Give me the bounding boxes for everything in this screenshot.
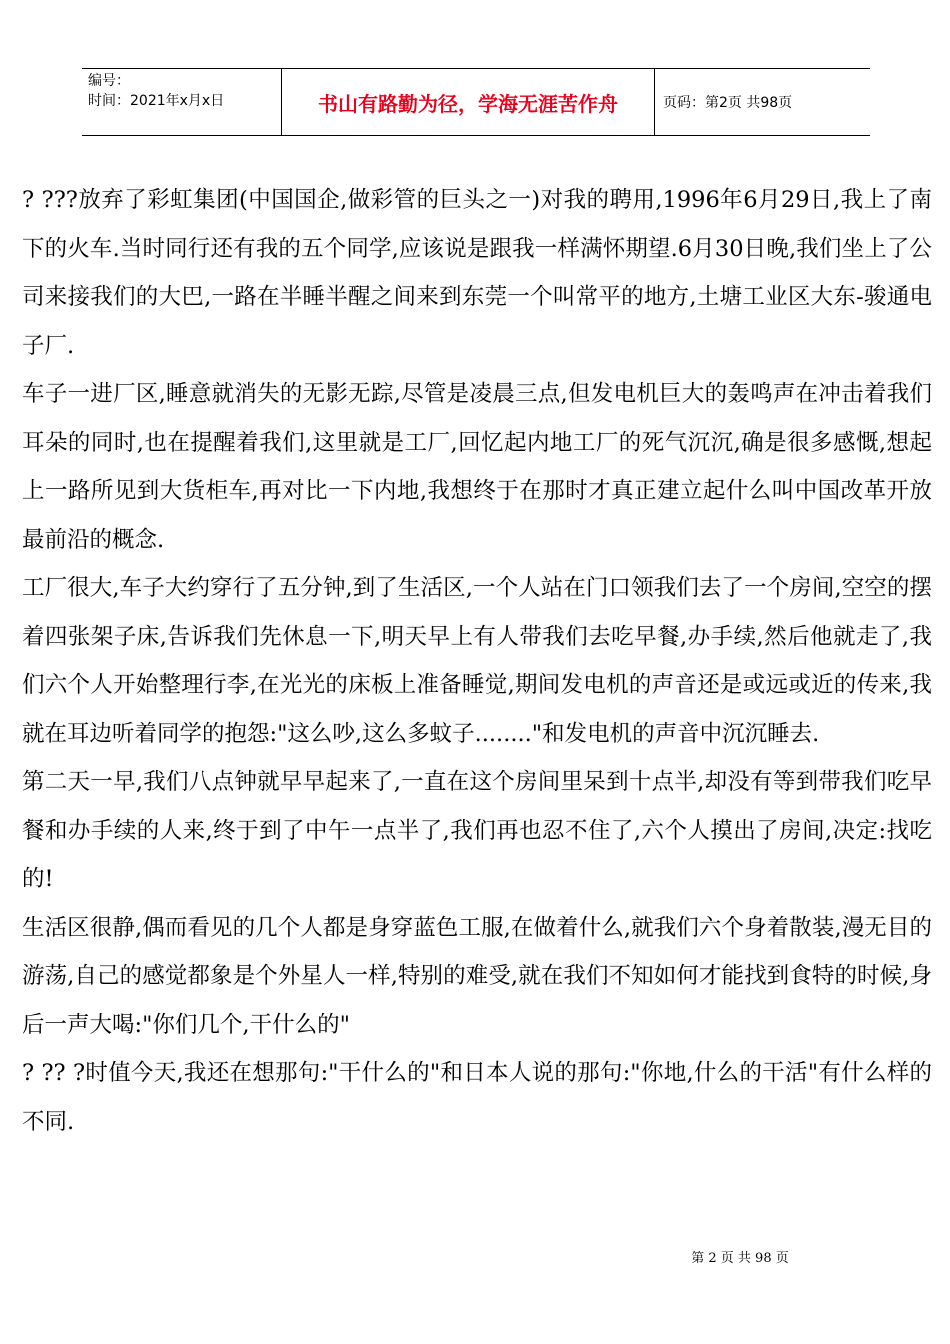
header-page-cell <box>655 69 870 135</box>
page-footer <box>0 1247 950 1266</box>
body-paragraph: ? ???放弃了彩虹集团(中国国企,做彩管的巨头之一)对我的聘用,1996年6月29日,我上了南下的火车.当时同行还有我的五个同学,应该说是跟我一样满怀期望.6月30日晚,我们坐上了公司来接我们的大巴,一路在半睡半醒之间来到东莞一个叫常平的地方,土塘工业区大东-骏通电子厂. <box>22 187 932 359</box>
body-paragraph: ? ?? ?时值今天,我还在想那句:"干什么的"和日本人说的那句:"你地,什么的干活"有什么样的不同. <box>22 1060 932 1135</box>
page-footer-text: 第 2 页 共 98 页 <box>691 1251 789 1266</box>
body-paragraph: 生活区很静,偶而看见的几个人都是身穿蓝色工服,在做着什么,就我们六个身着散装,漫无目的游荡,自己的感觉都象是个外星人一样,特别的难受,就在我们不知如何才能找到食特的时候,身后一声大喝:"你们几个,干什么的" <box>22 914 932 1038</box>
header-motto-cell <box>282 69 655 135</box>
body-paragraph: 工厂很大,车子大约穿行了五分钟,到了生活区,一个人站在门口领我们去了一个房间,空空的摆着四张架子床,告诉我们先休息一下,明天早上有人带我们去吃早餐,办手续,然后他就走了,我们六个人开始整理行李,在光光的床板上准备睡觉,期间发电机的声音还是或远或近的传来,我就在耳边听着同学的抱怨:"这么吵,这么多蚊子........"和发电机的声音中沉沉睡去. <box>22 575 932 747</box>
document-number-label: 编号： <box>88 73 130 89</box>
document-date-label: 时间：2021年x月x日 <box>88 93 225 109</box>
header-left-cell <box>82 69 282 135</box>
header-motto: 书山有路勤为径，学海无涯苦作舟 <box>318 91 618 116</box>
header-page-info: 页码：第2页 共98页 <box>663 95 793 111</box>
body-paragraph: 车子一进厂区,睡意就消失的无影无踪,尽管是凌晨三点,但发电机巨大的轰鸣声在冲击着我们耳朵的同时,也在提醒着我们,这里就是工厂,回忆起内地工厂的死气沉沉,确是很多感慨,想起上一路所见到大货柜车,再对比一下内地,我想终于在那时才真正建立起什么叫中国改革开放最前沿的概念. <box>22 381 932 553</box>
header-table <box>82 68 870 136</box>
body-paragraph: 第二天一早,我们八点钟就早早起来了,一直在这个房间里呆到十点半,却没有等到带我们吃早餐和办手续的人来,终于到了中午一点半了,我们再也忍不住了,六个人摸出了房间,决定:找吃的! <box>22 769 932 892</box>
document-body <box>22 176 932 1146</box>
